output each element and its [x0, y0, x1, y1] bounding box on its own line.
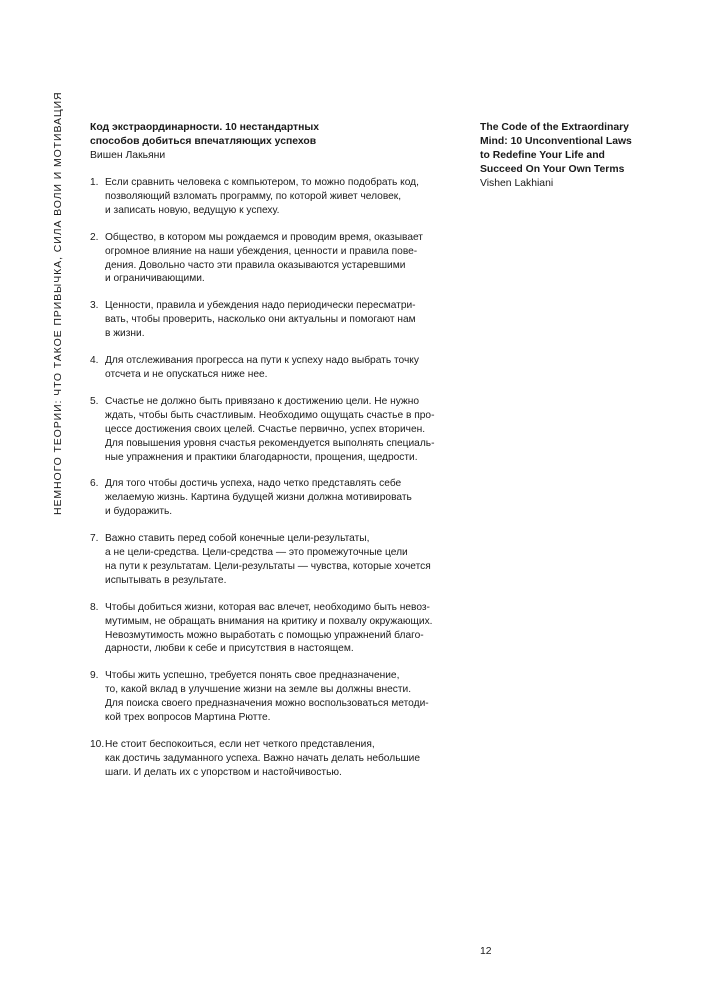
list-item-number: 3. [90, 300, 99, 312]
original-title-column [480, 121, 660, 191]
book-author: Вишен Лакьяни [90, 150, 166, 161]
list-item [90, 354, 440, 382]
list-item [90, 176, 440, 218]
main-column [90, 121, 440, 793]
list-item [90, 299, 440, 341]
list-item [90, 395, 440, 465]
list-item-text: Для того чтобы достичь успеха, надо четко представлять себе желаемую жизнь. Картина будущей жизни должна мотивировать и будоражить. [105, 478, 412, 518]
list-item-number: 9. [90, 670, 99, 682]
list-item-text: Чтобы добиться жизни, которая вас влечет, необходимо быть невоз- мутимым, не обращать внимания на критику и похвалу окружающих. Невозмутимость можно выработать с помощью упражнений благо- дарности, любви к себе и присутствия в настоящем. [105, 601, 433, 655]
list-item-text: Важно ставить перед собой конечные цели-результаты, а не цели-средства. Цели-средства — это промежуточные цели на пути к результатам. Цели-результаты — чувства, которые хочется испытывать в результате. [105, 533, 431, 586]
original-book-author: Vishen Lakhiani [480, 178, 554, 189]
list-item [90, 669, 440, 725]
list-item [90, 532, 440, 588]
list-item-number: 5. [90, 395, 99, 407]
laws-list [90, 176, 440, 780]
list-item [90, 231, 440, 287]
list-item-text: Ценности, правила и убеждения надо периодически пересматри- вать, чтобы проверить, насколько они актуальны и помогают нам в жизни. [105, 300, 416, 340]
original-book-title: The Code of the Extraordinary Mind: 10 Unconventional Laws to Redefine Your Life and Succeed On Your Own Terms [480, 122, 632, 175]
list-item [90, 738, 440, 780]
page-number: 12 [480, 946, 492, 957]
list-item [90, 477, 440, 519]
list-item-text: Общество, в котором мы рождаемся и проводим время, оказывает огромное влияние на наши убеждения, ценности и правила пове- дения. Довольно часто эти правила оказываются устаревшими и ограничивающими. [105, 231, 423, 285]
list-item-number: 6. [90, 478, 99, 490]
list-item-text: Не стоит беспокоиться, если нет четкого представления, как достичь задуманного успеха. Важно начать делать небольшие шаги. И делать их с упорством и настойчивостью. [105, 739, 421, 778]
list-item-text: Для отслеживания прогресса на пути к успеху надо выбрать точку отсчета и не опускаться ниже нее. [105, 355, 419, 380]
list-item-number: 10. [90, 739, 105, 750]
list-item-text: Если сравнить человека с компьютером, то можно подобрать код, позволяющий взломать программу, по которой живет человек, и записать новую, ведущую к успеху. [105, 177, 419, 216]
list-item-number: 7. [90, 533, 99, 545]
section-running-head: НЕМНОГО ТЕОРИИ: ЧТО ТАКОЕ ПРИВЫЧКА, СИЛА ВОЛИ И МОТИВАЦИЯ [52, 91, 64, 515]
list-item-text: Счастье не должно быть привязано к достижению цели. Не нужно ждать, чтобы быть счастливым. Необходимо ощущать счастье в про- цессе достижения своих целей. Счастье первично, успех вторичен. Для повышения уровня счастья рекомендуется выполнять специаль- ные упражнения и практики благодарности, прощения, щедрости. [105, 395, 435, 463]
list-item-number: 1. [90, 177, 99, 188]
book-title: Код экстраординарности. 10 нестандартных способов добиться впечатляющих успехов [90, 122, 320, 147]
list-item [90, 601, 440, 657]
list-item-number: 4. [90, 355, 99, 367]
list-item-text: Чтобы жить успешно, требуется понять свое предназначение, то, какой вклад в улучшение жизни на земле вы должны внести. Для поиска своего предназначения можно воспользоваться методи- кой трех вопросов Мартина Рютте. [105, 670, 429, 724]
list-item-number: 2. [90, 231, 99, 243]
list-item-number: 8. [90, 601, 99, 613]
